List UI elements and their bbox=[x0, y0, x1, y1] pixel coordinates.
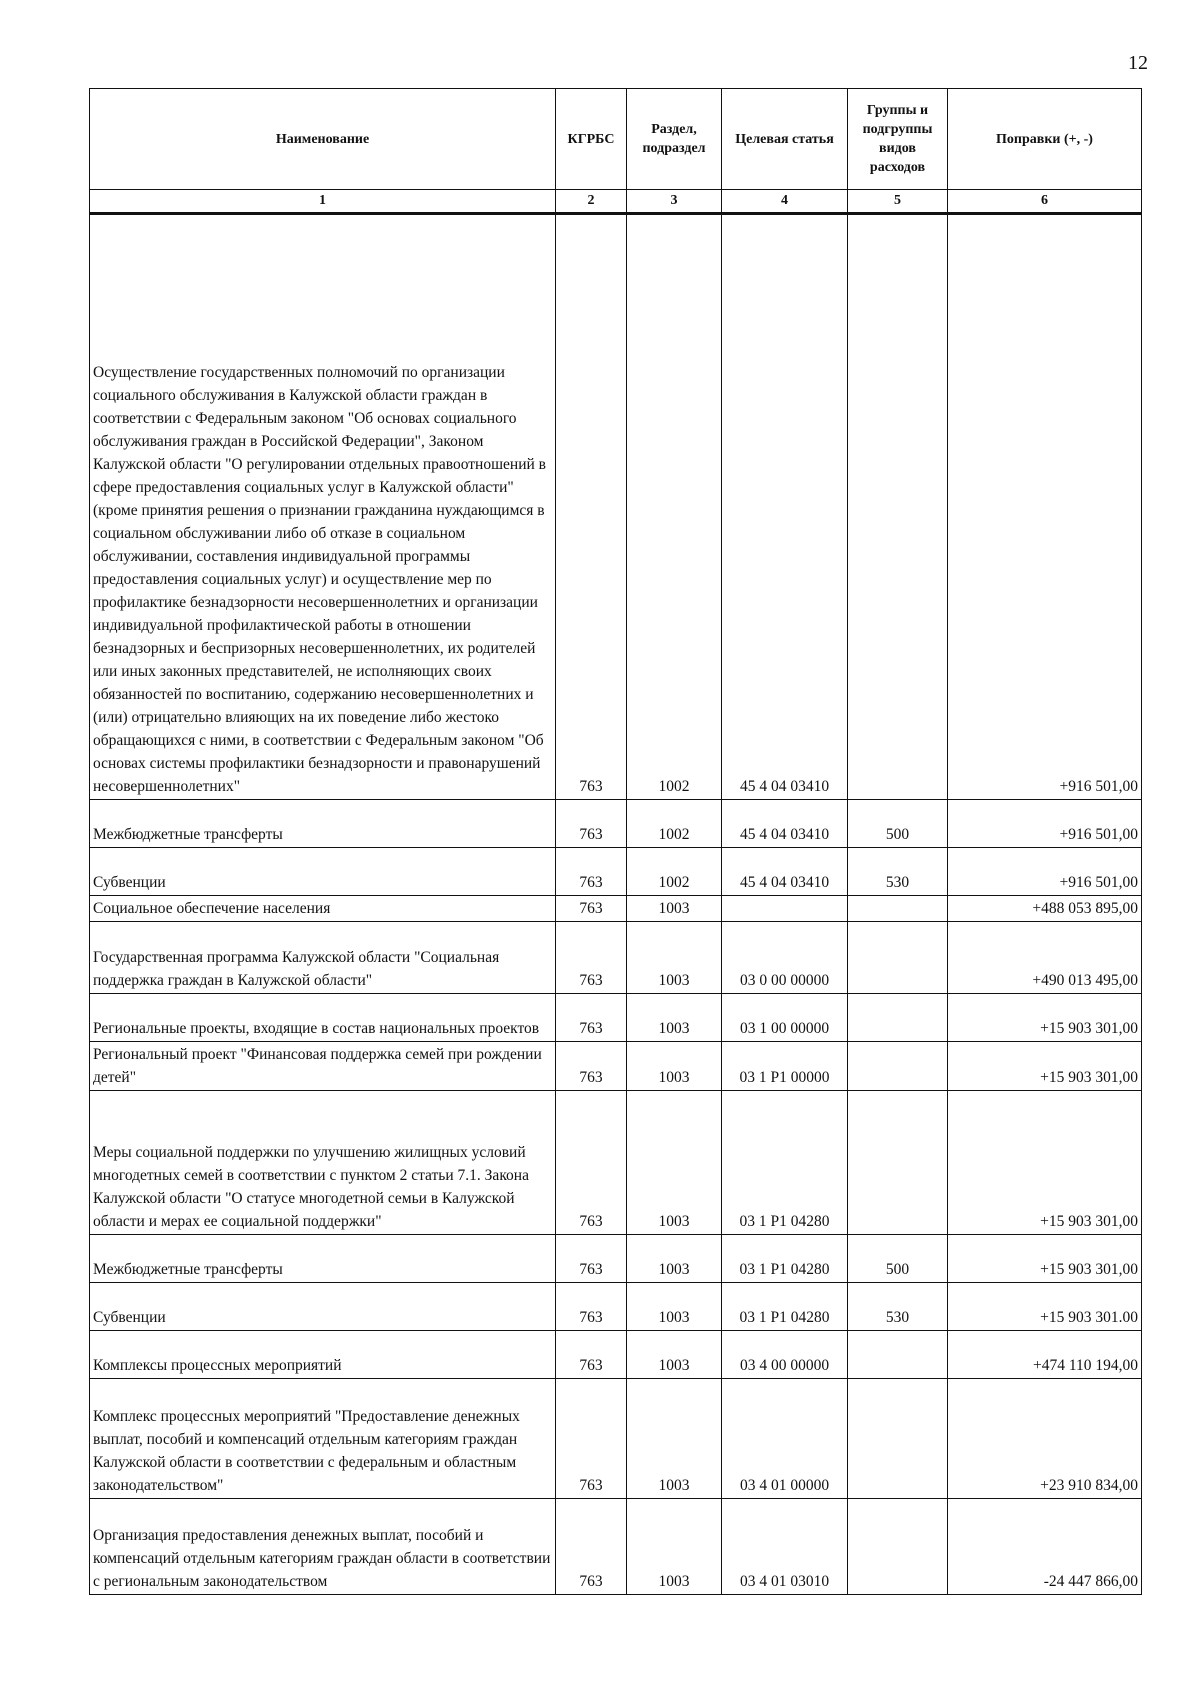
row-target: 45 4 04 03410 bbox=[722, 848, 848, 896]
row-amount: +15 903 301,00 bbox=[948, 1042, 1142, 1091]
header-target: Целевая статья bbox=[722, 89, 848, 190]
column-numbers-row bbox=[90, 190, 1142, 214]
column-number: 3 bbox=[627, 190, 722, 214]
row-amount: +474 110 194,00 bbox=[948, 1331, 1142, 1379]
row-target: 45 4 04 03410 bbox=[722, 214, 848, 800]
row-group bbox=[848, 994, 948, 1042]
column-number: 2 bbox=[556, 190, 627, 214]
header-section: Раздел, подраздел bbox=[627, 89, 722, 190]
table-row bbox=[90, 922, 1142, 994]
row-section: 1002 bbox=[627, 800, 722, 848]
table-row bbox=[90, 1091, 1142, 1235]
row-amount: +916 501,00 bbox=[948, 214, 1142, 800]
row-name: Региональные проекты, входящие в состав национальных проектов bbox=[90, 994, 556, 1042]
row-group bbox=[848, 1379, 948, 1499]
row-target: 03 1 P1 04280 bbox=[722, 1091, 848, 1235]
row-section: 1003 bbox=[627, 994, 722, 1042]
row-name: Осуществление государственных полномочий по организации социального обслуживания в Калужской области граждан в соответствии с Федеральным законом "Об основах социального обслуживания граждан в Российской Федерации", Законом Калужской области "О регулировании отдельных правоотношений в сфере предоставления социальных услуг в Калужской области" (кроме принятия решения о признании гражданина нуждающимся в социальном обслуживании либо об отказе в социальном обслуживании, составления индивидуальной программы предоставления социальных услуг) и осуществление мер по профилактике безнадзорности несовершеннолетних и организации индивидуальной профилактической работы в отношении безнадзорных и беспризорных несовершеннолетних, их родителей или иных законных представителей, не исполняющих своих обязанностей по воспитанию, содержанию несовершеннолетних и (или) отрицательно влияющих на их поведение либо жестоко обращающихся с ними, в соответствии с Федеральным законом "Об основах системы профилактики безнадзорности и правонарушений несовершеннолетних" bbox=[90, 214, 556, 800]
row-kgrbs: 763 bbox=[556, 1331, 627, 1379]
row-kgrbs: 763 bbox=[556, 848, 627, 896]
row-target: 03 1 00 00000 bbox=[722, 994, 848, 1042]
row-name: Межбюджетные трансферты bbox=[90, 1235, 556, 1283]
row-group bbox=[848, 214, 948, 800]
row-target bbox=[722, 896, 848, 922]
row-section: 1003 bbox=[627, 1379, 722, 1499]
row-group: 530 bbox=[848, 1283, 948, 1331]
page-number: 12 bbox=[1128, 52, 1148, 74]
row-name: Социальное обеспечение населения bbox=[90, 896, 556, 922]
row-target: 03 4 01 03010 bbox=[722, 1499, 848, 1595]
row-target: 03 0 00 00000 bbox=[722, 922, 848, 994]
row-group bbox=[848, 1091, 948, 1235]
row-kgrbs: 763 bbox=[556, 1091, 627, 1235]
row-amount: +15 903 301,00 bbox=[948, 994, 1142, 1042]
row-amount: +490 013 495,00 bbox=[948, 922, 1142, 994]
table-header-row bbox=[90, 89, 1142, 190]
header-amendments: Поправки (+, -) bbox=[948, 89, 1142, 190]
row-kgrbs: 763 bbox=[556, 1379, 627, 1499]
row-name: Организация предоставления денежных выплат, пособий и компенсаций отдельным категориям граждан области в соответствии с региональным законодательством bbox=[90, 1499, 556, 1595]
row-section: 1003 bbox=[627, 1283, 722, 1331]
row-kgrbs: 763 bbox=[556, 1283, 627, 1331]
row-amount: +23 910 834,00 bbox=[948, 1379, 1142, 1499]
row-target: 03 1 P1 04280 bbox=[722, 1283, 848, 1331]
row-name: Меры социальной поддержки по улучшению жилищных условий многодетных семей в соответствии с пунктом 2 статьи 7.1. Закона Калужской области "О статусе многодетной семьи в Калужской области и мерах ее социальной поддержки" bbox=[90, 1091, 556, 1235]
table-row bbox=[90, 848, 1142, 896]
row-kgrbs: 763 bbox=[556, 1499, 627, 1595]
row-kgrbs: 763 bbox=[556, 1235, 627, 1283]
row-section: 1003 bbox=[627, 1091, 722, 1235]
row-target: 03 4 00 00000 bbox=[722, 1331, 848, 1379]
row-section: 1003 bbox=[627, 1235, 722, 1283]
row-group bbox=[848, 896, 948, 922]
table-row bbox=[90, 214, 1142, 800]
column-number: 5 bbox=[848, 190, 948, 214]
table-row bbox=[90, 1379, 1142, 1499]
column-number: 6 bbox=[948, 190, 1142, 214]
row-target: 03 1 P1 04280 bbox=[722, 1235, 848, 1283]
row-group bbox=[848, 1042, 948, 1091]
table-row bbox=[90, 896, 1142, 922]
table-row bbox=[90, 800, 1142, 848]
row-name: Комплекс процессных мероприятий "Предоставление денежных выплат, пособий и компенсаций отдельным категориям граждан Калужской области в соответствии с федеральным и областным законодательством" bbox=[90, 1379, 556, 1499]
row-name: Комплексы процессных мероприятий bbox=[90, 1331, 556, 1379]
row-group bbox=[848, 1331, 948, 1379]
row-amount: +15 903 301,00 bbox=[948, 1235, 1142, 1283]
row-target: 03 4 01 00000 bbox=[722, 1379, 848, 1499]
row-name: Межбюджетные трансферты bbox=[90, 800, 556, 848]
row-group: 530 bbox=[848, 848, 948, 896]
row-kgrbs: 763 bbox=[556, 214, 627, 800]
row-kgrbs: 763 bbox=[556, 896, 627, 922]
row-section: 1003 bbox=[627, 1042, 722, 1091]
row-amount: +916 501,00 bbox=[948, 800, 1142, 848]
row-name: Государственная программа Калужской области "Социальная поддержка граждан в Калужской области" bbox=[90, 922, 556, 994]
row-name: Региональный проект "Финансовая поддержка семей при рождении детей" bbox=[90, 1042, 556, 1091]
row-amount: +15 903 301.00 bbox=[948, 1283, 1142, 1331]
header-groups: Группы и подгруппы видов расходов bbox=[848, 89, 948, 190]
row-target: 45 4 04 03410 bbox=[722, 800, 848, 848]
budget-amendments-table bbox=[89, 88, 1142, 1595]
row-section: 1002 bbox=[627, 214, 722, 800]
row-group bbox=[848, 922, 948, 994]
row-group: 500 bbox=[848, 1235, 948, 1283]
row-kgrbs: 763 bbox=[556, 1042, 627, 1091]
row-amount: +488 053 895,00 bbox=[948, 896, 1142, 922]
row-amount: +15 903 301,00 bbox=[948, 1091, 1142, 1235]
row-name: Субвенции bbox=[90, 848, 556, 896]
row-section: 1003 bbox=[627, 1499, 722, 1595]
row-section: 1002 bbox=[627, 848, 722, 896]
row-kgrbs: 763 bbox=[556, 922, 627, 994]
row-kgrbs: 763 bbox=[556, 800, 627, 848]
row-target: 03 1 P1 00000 bbox=[722, 1042, 848, 1091]
row-kgrbs: 763 bbox=[556, 994, 627, 1042]
row-section: 1003 bbox=[627, 922, 722, 994]
table-row bbox=[90, 994, 1142, 1042]
row-group bbox=[848, 1499, 948, 1595]
table-row bbox=[90, 1283, 1142, 1331]
table-row bbox=[90, 1331, 1142, 1379]
header-name: Наименование bbox=[90, 89, 556, 190]
row-section: 1003 bbox=[627, 1331, 722, 1379]
table-row bbox=[90, 1235, 1142, 1283]
table-row bbox=[90, 1499, 1142, 1595]
row-section: 1003 bbox=[627, 896, 722, 922]
column-number: 4 bbox=[722, 190, 848, 214]
table-row bbox=[90, 1042, 1142, 1091]
row-amount: +916 501,00 bbox=[948, 848, 1142, 896]
column-number: 1 bbox=[90, 190, 556, 214]
row-amount: -24 447 866,00 bbox=[948, 1499, 1142, 1595]
header-kgrbs: КГРБС bbox=[556, 89, 627, 190]
row-group: 500 bbox=[848, 800, 948, 848]
row-name: Субвенции bbox=[90, 1283, 556, 1331]
